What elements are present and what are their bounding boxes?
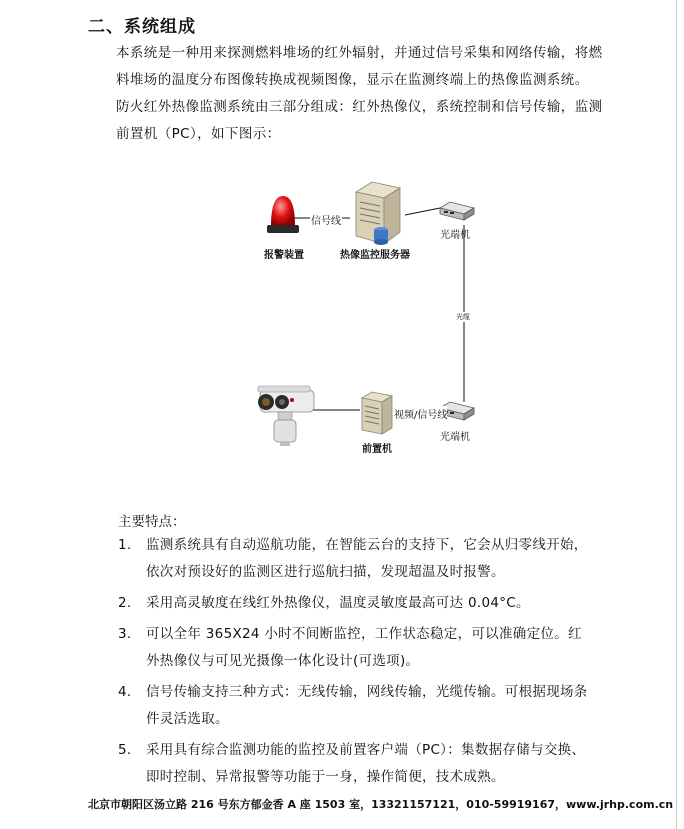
list-item-number: 5. xyxy=(118,742,132,758)
page-edge xyxy=(676,0,677,829)
list-item-text: 信号传输支持三种方式：无线传输，网线传输，光缆传输。可根据现场条件灵活选取。 xyxy=(146,684,588,727)
thermal-camera-icon xyxy=(252,382,318,448)
list-item xyxy=(118,621,593,675)
frontend-label: 前置机 xyxy=(362,444,392,455)
system-diagram xyxy=(240,170,500,470)
features-list xyxy=(118,532,593,795)
list-item-text: 可以全年 365X24 小时不间断监控，工作状态稳定，可以准确定位。红外热像仪与可见光摄像一体化设计(可选项)。 xyxy=(146,626,582,669)
list-item xyxy=(118,737,593,791)
server-to-optical-line xyxy=(405,208,440,215)
footer-contact: 北京市朝阳区汤立路 216 号东方郁金香 A 座 1503 室，13321157121，010-59919167，www.jrhp.com.cn xyxy=(88,798,674,811)
list-item xyxy=(118,532,593,586)
list-item-number: 2. xyxy=(118,595,132,611)
list-item xyxy=(118,590,593,617)
list-item xyxy=(118,679,593,733)
list-item-number: 4. xyxy=(118,684,132,700)
signal-line-label: 信号线 xyxy=(310,212,342,227)
list-item-number: 3. xyxy=(118,626,132,642)
intro-paragraph: 本系统是一种用来探测燃料堆场的红外辐射，并通过信号采集和网络传输，将燃料堆场的温度分布图像转换成视频图像，显示在监测终端上的热像监测系统。 xyxy=(116,45,603,88)
list-item-number: 1. xyxy=(118,537,132,553)
server-label: 热像监控服务器 xyxy=(340,250,410,261)
list-item-text: 采用高灵敏度在线红外热像仪，温度灵敏度最高可达 0.04°C。 xyxy=(146,595,530,611)
section-heading: 二、系统组成 xyxy=(88,17,196,37)
optical-bottom-label: 光端机 xyxy=(440,432,470,443)
optical-top-label: 光端机 xyxy=(440,230,470,241)
alarm-light-icon xyxy=(265,192,301,236)
video-signal-label: 视频/信号线 xyxy=(394,406,447,421)
features-title: 主要特点： xyxy=(118,514,186,530)
list-item-text: 监测系统具有自动巡航功能，在智能云台的支持下，它会从归零线开始，依次对预设好的监测区进行巡航扫描，发现超温及时报警。 xyxy=(146,537,588,580)
server-icon xyxy=(350,178,406,248)
components-paragraph: 防火红外热像监测系统由三部分组成：红外热像仪，系统控制和信号传输，监测前置机（PC），如下图示： xyxy=(116,99,603,142)
optical-transceiver-icon-top xyxy=(438,200,476,222)
front-end-pc-icon xyxy=(358,388,398,438)
fiber-label: 光缆 xyxy=(456,313,470,321)
list-item-text: 采用具有综合监测功能的监控及前置客户端（PC）：集数据存储与交换、即时控制、异常报警等功能于一身，操作简便，技术成熟。 xyxy=(146,742,586,785)
alarm-label: 报警装置 xyxy=(264,250,304,261)
